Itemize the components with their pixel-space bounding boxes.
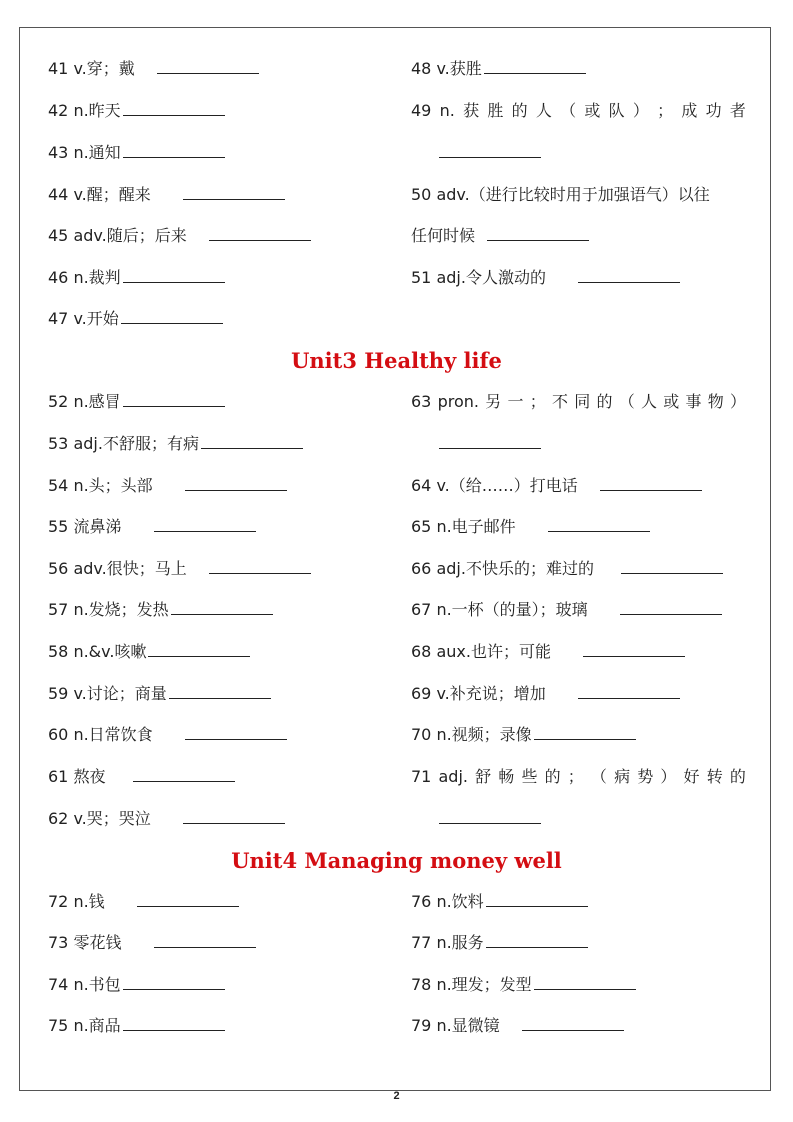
vocab-item-54 [48,476,287,496]
vocab-item-63 [411,392,746,412]
word-char: 畅 [498,767,515,786]
answer-blank[interactable] [534,975,636,990]
word-char: 的 [596,392,613,411]
vocab-prompt: 53 adj.不舒服；有病 [48,434,199,453]
vocab-prompt: 51 adj.令人激动的 [411,268,546,287]
vocab-item-48 [411,59,586,79]
answer-blank[interactable] [620,600,722,615]
word-part: pron. [437,392,479,411]
answer-blank[interactable] [183,185,285,200]
vocab-prompt: 76 n.饮料 [411,892,484,911]
vocab-prompt: 72 n.钱 [48,892,105,911]
vocab-prompt: 70 n.视频；录像 [411,725,532,744]
word-char: 功 [705,101,722,120]
vocab-prompt: 55 流鼻涕 [48,517,122,536]
vocab-item-56 [48,559,311,579]
word-part: adj. [438,767,468,786]
vocab-item-66 [411,559,723,579]
vocab-item-72 [48,892,239,912]
vocab-prompt: 73 零花钱 [48,933,122,952]
vocab-item-67 [411,600,722,620]
vocab-item-69 [411,684,680,704]
vocab-item-71-blank-line [439,809,541,829]
word-char: 人 [535,101,552,120]
vocab-item-63-blank-line [439,434,541,454]
vocab-item-47 [48,309,223,329]
word-char: 或 [584,101,601,120]
answer-blank[interactable] [148,642,250,657]
word-char: 另 [485,392,502,411]
item-number: 49 [411,101,432,120]
vocab-prompt: 41 v.穿；戴 [48,59,135,78]
answer-blank[interactable] [121,309,223,324]
answer-blank[interactable] [486,892,588,907]
vocab-prompt: 58 n.&v.咳嗽 [48,642,147,661]
vocab-prompt: 44 v.醒；醒来 [48,185,151,204]
word-char: 舒 [475,767,492,786]
vocab-item-41 [48,59,259,79]
vocab-item-52 [48,392,225,412]
vocab-prompt: 75 n.商品 [48,1016,121,1035]
answer-blank[interactable] [209,226,311,241]
word-char: 同 [574,392,591,411]
vocab-item-62 [48,809,285,829]
answer-blank[interactable] [486,933,588,948]
vocab-item-49 [411,101,746,121]
word-char: （ [618,392,635,411]
page-number: 2 [393,1090,400,1102]
word-char: ） [729,392,746,411]
word-char: 事 [685,392,702,411]
word-char: 一 [507,392,524,411]
vocab-prompt: 48 v.获胜 [411,59,482,78]
word-char: 转 [706,767,723,786]
vocab-prompt-cont: 任何时候 [411,226,476,245]
answer-blank[interactable] [123,1016,225,1031]
vocab-item-46 [48,268,225,288]
unit-title: Unit4 Managing money well [231,848,562,873]
vocab-item-44 [48,185,285,205]
vocab-item-45 [48,226,311,246]
item-number: 71 [411,767,432,786]
vocab-item-75 [48,1016,225,1036]
vocab-item-50-line2 [411,226,589,246]
vocab-item-59 [48,684,271,704]
vocab-item-60 [48,725,287,745]
answer-blank[interactable] [185,476,287,491]
vocab-item-76 [411,892,588,912]
answer-blank[interactable] [133,767,235,782]
answer-blank[interactable] [157,59,259,74]
word-char: 成 [681,101,698,120]
word-char: 的 [511,101,528,120]
word-char: ； [529,392,546,411]
word-char: 好 [683,767,700,786]
vocab-prompt: 45 adv.随后；后来 [48,226,187,245]
vocab-item-78 [411,975,636,995]
vocab-prompt: 50 adv.（进行比较时用于加强语气）以往 [411,185,710,204]
vocab-prompt: 65 n.电子邮件 [411,517,516,536]
vocab-item-71 [411,767,746,787]
vocab-prompt: 54 n.头；头部 [48,476,153,495]
word-char: 的 [544,767,561,786]
word-char: ； [567,767,584,786]
answer-blank[interactable] [169,684,271,699]
answer-blank[interactable] [123,101,225,116]
word-part: n. [439,101,455,120]
vocab-prompt: 62 v.哭；哭泣 [48,809,151,828]
vocab-item-61 [48,767,235,787]
answer-blank[interactable] [123,143,225,158]
vocab-prompt: 52 n.感冒 [48,392,121,411]
vocab-item-58 [48,642,250,662]
vocab-item-70 [411,725,636,745]
vocab-prompt: 61 熬夜 [48,767,106,786]
answer-blank[interactable] [578,268,680,283]
vocab-prompt: 42 n.昨天 [48,101,121,120]
word-char: （ [590,767,607,786]
answer-blank[interactable] [183,809,285,824]
vocab-item-50 [411,185,710,205]
answer-blank[interactable] [137,892,239,907]
word-char: 队 [608,101,625,120]
answer-blank[interactable] [154,517,256,532]
answer-blank[interactable] [439,434,541,449]
answer-blank[interactable] [123,975,225,990]
item-number: 63 [411,392,432,411]
word-char: 不 [551,392,568,411]
answer-blank[interactable] [522,1016,624,1031]
word-char: ） [660,767,677,786]
word-char: ） [632,101,649,120]
vocab-item-79 [411,1016,624,1036]
vocab-prompt: 67 n.一杯（的量）；玻璃 [411,600,588,619]
word-char: （ [560,101,577,120]
vocab-prompt: 59 v.讨论；商量 [48,684,167,703]
vocab-prompt: 60 n.日常饮食 [48,725,153,744]
vocab-item-68 [411,642,685,662]
vocab-prompt: 47 v.开始 [48,309,119,328]
vocab-item-55 [48,517,256,537]
vocab-prompt: 68 aux.也许；可能 [411,642,551,661]
word-char: 人 [640,392,657,411]
answer-blank[interactable] [600,476,702,491]
vocab-item-49-blank-line [439,143,541,163]
vocab-prompt: 74 n.书包 [48,975,121,994]
word-char: 者 [729,101,746,120]
answer-blank[interactable] [201,434,303,449]
vocab-prompt: 56 adv.很快；马上 [48,559,187,578]
answer-blank[interactable] [548,517,650,532]
word-char: 的 [729,767,746,786]
answer-blank[interactable] [123,392,225,407]
vocab-item-53 [48,434,303,454]
answer-blank[interactable] [621,559,723,574]
vocab-prompt: 57 n.发烧；发热 [48,600,169,619]
vocab-item-74 [48,975,225,995]
vocab-item-43 [48,143,225,163]
answer-blank[interactable] [534,725,636,740]
vocab-prompt: 64 v.（给……）打电话 [411,476,578,495]
answer-blank[interactable] [439,143,541,158]
answer-blank[interactable] [185,725,287,740]
vocab-prompt: 43 n.通知 [48,143,121,162]
vocab-item-65 [411,517,650,537]
answer-blank[interactable] [154,933,256,948]
word-char: 或 [663,392,680,411]
answer-blank[interactable] [123,268,225,283]
word-char: 获 [463,101,480,120]
answer-blank[interactable] [487,226,589,241]
answer-blank[interactable] [171,600,273,615]
answer-blank[interactable] [439,809,541,824]
vocab-prompt: 79 n.显微镜 [411,1016,500,1035]
vocab-item-64 [411,476,702,496]
word-char: 病 [614,767,631,786]
vocab-item-77 [411,933,588,953]
unit-title: Unit3 Healthy life [291,348,502,373]
answer-blank[interactable] [209,559,311,574]
answer-blank[interactable] [578,684,680,699]
vocab-prompt: 66 adj.不快乐的；难过的 [411,559,594,578]
word-char: 胜 [487,101,504,120]
word-char: ； [657,101,674,120]
vocab-item-42 [48,101,225,121]
answer-blank[interactable] [484,59,586,74]
vocab-prompt: 77 n.服务 [411,933,484,952]
vocab-prompt: 46 n.裁判 [48,268,121,287]
vocab-item-73 [48,933,256,953]
word-char: 势 [637,767,654,786]
vocab-item-57 [48,600,273,620]
vocab-prompt: 69 v.补充说；增加 [411,684,546,703]
word-char: 物 [707,392,724,411]
answer-blank[interactable] [583,642,685,657]
vocab-prompt: 78 n.理发；发型 [411,975,532,994]
word-char: 些 [521,767,538,786]
vocab-item-51 [411,268,680,288]
